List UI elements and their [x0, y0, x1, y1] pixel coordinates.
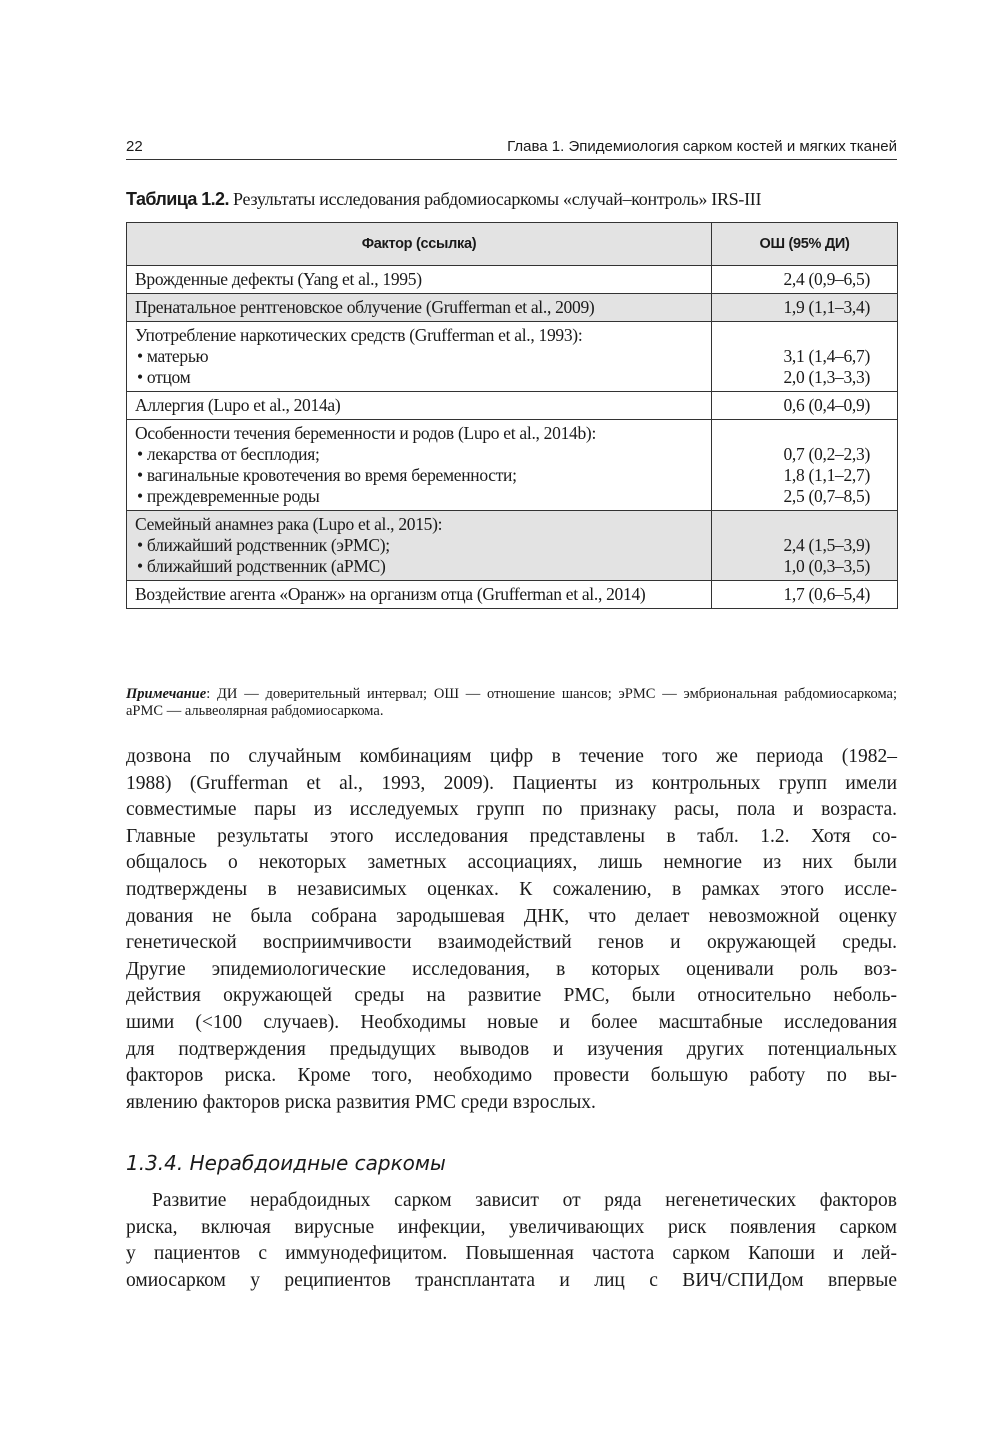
column-header-factor: Фактор (ссылка) [127, 223, 712, 266]
text-line: Другие эпидемиологические исследования, в которых оценивали роль воз- [126, 958, 897, 980]
or-value: 1,8 (1,1–2,7) [783, 465, 870, 485]
factor-title: Семейный анамнез рака (Lupo et al., 2015): [135, 514, 443, 534]
text-line: дования не была собрана зародышевая ДНК, что делает невозможной оценку [126, 905, 897, 927]
text-line: совместимые пары из исследуемых групп по признаку расы, пола и возраста. [126, 799, 897, 821]
table-row [127, 581, 898, 609]
section-heading: 1.3.4. Нерабдоидные саркомы [126, 1151, 446, 1175]
or-cell [712, 511, 898, 581]
text-line: генетической восприимчивости взаимодействий генов и окружающей среды. [126, 932, 897, 954]
or-value: 1,0 (0,3–3,5) [783, 556, 870, 576]
text-line: шими (<100 случаев). Необходимы новые и более масштабные исследования [126, 1011, 897, 1033]
or-cell: 2,4 (0,9–6,5) [712, 266, 898, 294]
factor-cell [127, 511, 712, 581]
sub-item: • вагинальные кровотечения во время беременности; [137, 465, 517, 485]
or-cell: 0,6 (0,4–0,9) [712, 392, 898, 420]
column-header-or: ОШ (95% ДИ) [712, 223, 898, 266]
table-row [127, 266, 898, 294]
text-line: Развитие нерабдоидных сарком зависит от ряда негенетических факторов [152, 1190, 897, 1211]
section-paragraph [126, 1188, 897, 1294]
factor-title: Употребление наркотических средств (Grufferman et al., 1993): [135, 325, 583, 345]
text-line: риска, включая вирусные инфекции, увеличивающих риск появления сарком [126, 1216, 897, 1238]
or-cell: 1,9 (1,1–3,4) [712, 294, 898, 322]
table-row [127, 392, 898, 420]
text-line: действия окружающей среды на развитие РМС, были относительно неболь- [126, 985, 897, 1007]
table-row [127, 511, 898, 581]
factor-cell [127, 322, 712, 392]
factor-cell: Врожденные дефекты (Yang et al., 1995) [127, 266, 712, 294]
table-row [127, 322, 898, 392]
table-caption-text: Результаты исследования рабдомиосаркомы «случай–контроль» IRS-III [228, 189, 762, 209]
text-line: факторов риска. Кроме того, необходимо провести большую работу по вы- [126, 1065, 897, 1087]
table-caption [126, 189, 897, 210]
factor-cell: Воздействие агента «Оранж» на организм отца (Grufferman et al., 2014) [127, 581, 712, 609]
or-value: 2,5 (0,7–8,5) [783, 486, 870, 506]
or-cell: 1,7 (0,6–5,4) [712, 581, 898, 609]
or-value: 0,7 (0,2–2,3) [783, 444, 870, 464]
body-paragraph [126, 744, 897, 1116]
text-line: Главные результаты этого исследования представлены в табл. 1.2. Хотя со- [126, 825, 897, 847]
table-caption-label: Таблица 1.2. [126, 189, 229, 209]
factor-cell: Пренатальное рентгеновское облучение (Grufferman et al., 2009) [127, 294, 712, 322]
sub-item: • матерью [137, 346, 209, 366]
sub-item: • ближайший родственник (аРМС) [137, 556, 386, 576]
sub-item: • отцом [137, 367, 191, 387]
sub-item: • ближайший родственник (эРМС); [137, 535, 390, 555]
table-row [127, 294, 898, 322]
text-line: омиосарком у реципиентов трансплантата и лиц с ВИЧ/СПИДом впервые [126, 1269, 897, 1291]
or-cell [712, 322, 898, 392]
text-line: для подтверждения предыдущих выводов и изучения других потенциальных [126, 1038, 897, 1060]
note-label: Примечание [126, 686, 207, 702]
chapter-title: Глава 1. Эпидемиология сарком костей и мягких тканей [507, 138, 897, 155]
or-value: 2,0 (1,3–3,3) [783, 367, 870, 387]
text-line: общалось о некоторых заметных ассоциациях, лишь немногие из них были [126, 852, 897, 874]
factor-cell [127, 420, 712, 511]
text-line: 1988) (Grufferman et al., 1993, 2009). Пациенты из контрольных групп имели [126, 772, 897, 794]
or-cell [712, 420, 898, 511]
table-note [126, 686, 897, 720]
text-line: у пациентов с иммунодефицитом. Повышенная частота сарком Капоши и лей- [126, 1243, 897, 1265]
or-value: 3,1 (1,4–6,7) [783, 346, 870, 366]
sub-item: • лекарства от бесплодия; [137, 444, 320, 464]
page-number: 22 [126, 138, 143, 155]
text-line: подтверждены в независимых оценках. К сожалению, в рамках этого иссле- [126, 878, 897, 900]
table-row [127, 420, 898, 511]
results-table [126, 222, 898, 609]
sub-item: • преждевременные роды [137, 486, 320, 506]
note-text: : ДИ — доверительный интервал; ОШ — отношение шансов; эРМС — эмбриональная рабдомиосаркома; аРМС — альвеолярная рабдомиосаркома. [126, 686, 897, 719]
or-value: 2,4 (1,5–3,9) [783, 535, 870, 555]
factor-cell: Аллергия (Lupo et al., 2014a) [127, 392, 712, 420]
text-line: явлению факторов риска развития РМС среди взрослых. [126, 1091, 596, 1113]
text-line: дозвона по случайным комбинациям цифр в течение того же периода (1982– [126, 746, 897, 767]
factor-title: Особенности течения беременности и родов (Lupo et al., 2014b): [135, 423, 597, 443]
running-header [126, 134, 897, 160]
